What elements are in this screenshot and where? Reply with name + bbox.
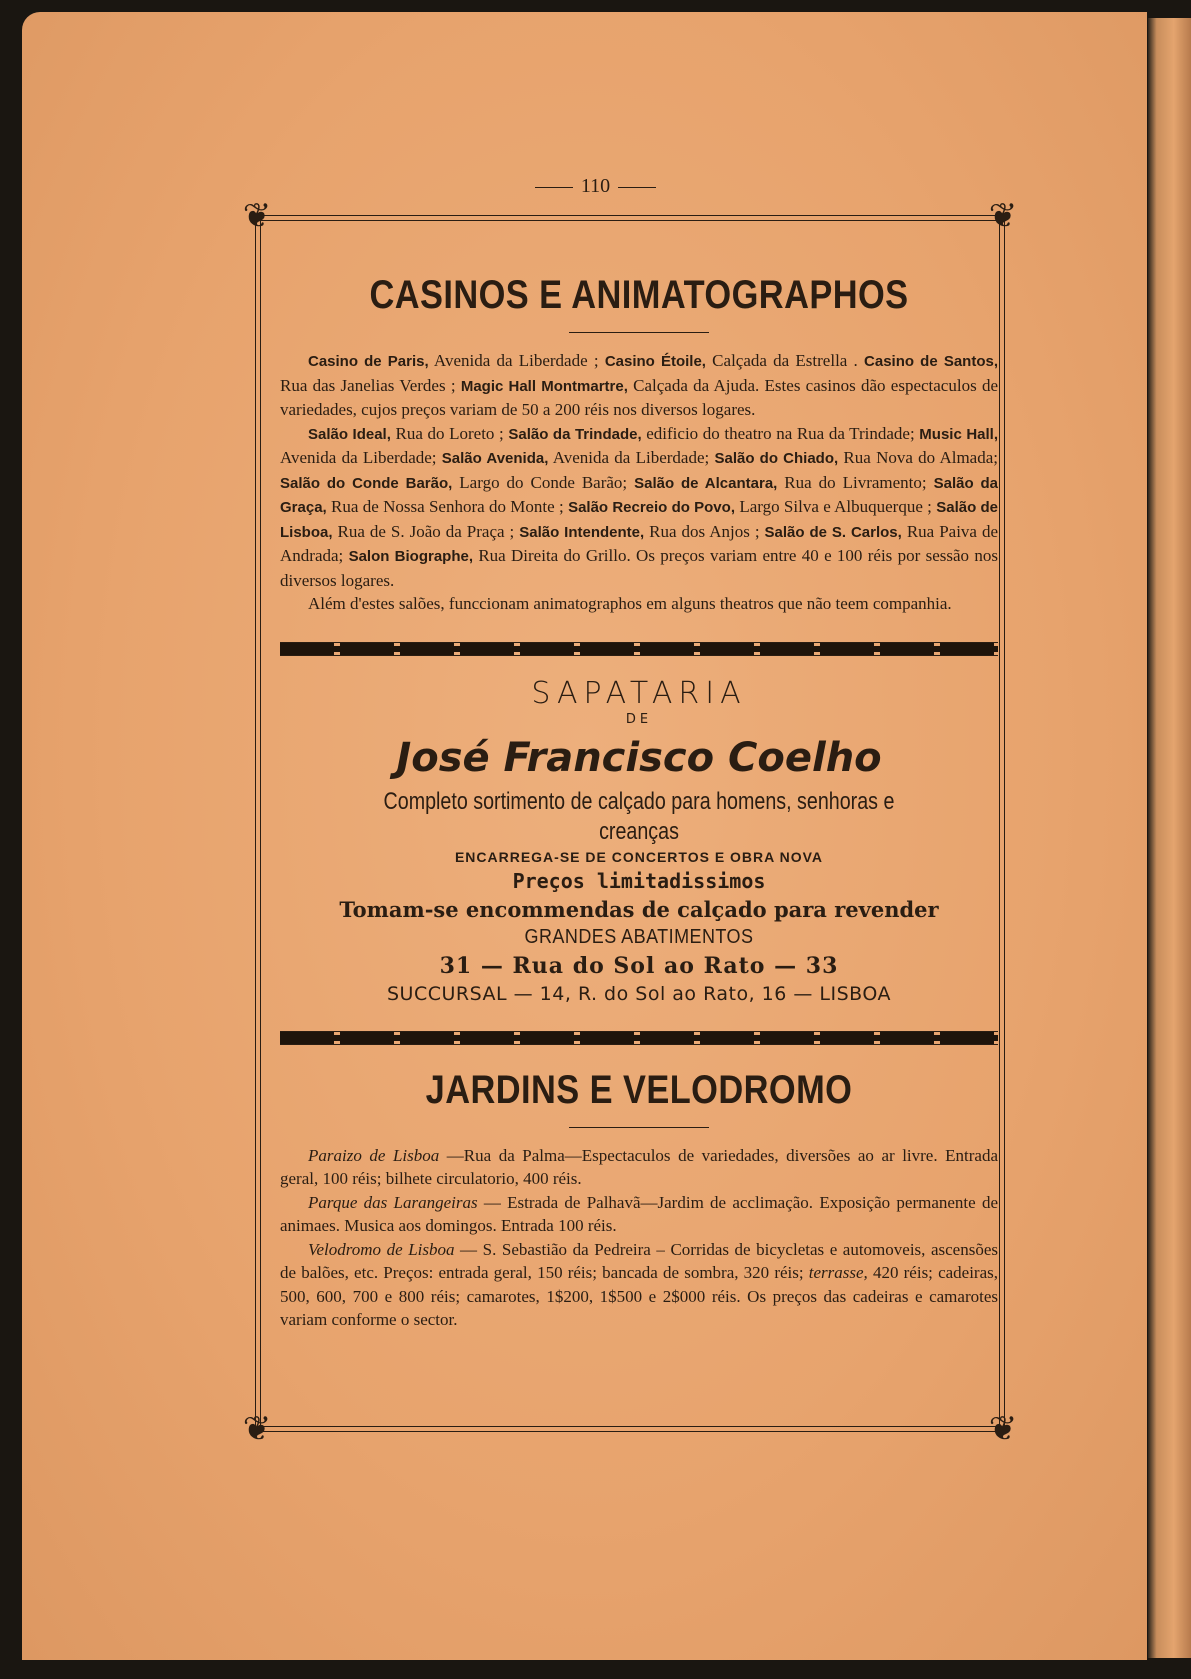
venue-name-italic: terrasse, <box>808 1263 868 1282</box>
text-run: Rua do Livramento; <box>777 472 934 492</box>
ad-line-discounts: GRANDES ABATIMENTOS <box>524 925 754 948</box>
text-run: — Estrada de Palhavã—Jardim de acclimação. Exposição permanente de animaes. Musica aos domingos. Entrada 100 réis. <box>280 1192 998 1235</box>
venue-name: Salão da Graça, <box>280 474 998 516</box>
chain-divider <box>280 642 998 656</box>
jardins-paragraph-1 <box>280 1144 998 1191</box>
page-content <box>280 270 998 1332</box>
text-run: 420 réis; cadeiras, 500, 600, 700 e 800 réis; camarotes, 1$200, 1$500 e 2$000 réis. Os preços das cadeiras e camarotes variam conforme o sector. <box>280 1263 999 1329</box>
ad-de: DE <box>625 711 653 727</box>
venue-name-italic: Velodromo de Lisboa <box>308 1239 455 1259</box>
text-run: —Rua da Palma—Espectaculos de variedades, diversões ao ar livre. Entrada geral, 100 réis; bilhete circulatorio, 400 réis. <box>280 1145 998 1188</box>
shoe-shop-advert <box>280 676 998 1005</box>
ad-line-branch: SUCCURSAL — 14, R. do Sol ao Rato, 16 — LISBOA <box>387 982 891 1005</box>
ornament-corner-icon: ❦ <box>988 198 1018 235</box>
text-run: Largo Silva e Albuquerque ; <box>735 497 937 516</box>
casinos-paragraph-1 <box>280 349 998 422</box>
venue-name: Casino Étoile, <box>604 353 706 370</box>
jardins-paragraph-2 <box>280 1191 998 1238</box>
text-run: Calçada da Estrella . <box>705 351 865 370</box>
venue-name: Salão Avenida, <box>441 450 549 467</box>
ornament-corner-icon: ❦ <box>242 1411 272 1448</box>
ad-line-assortment: Completo sortimento de calçado para homens, senhoras e creanças <box>383 787 895 845</box>
title-rule <box>569 332 709 333</box>
text-run: Largo do Conde Barão; <box>452 472 635 492</box>
ad-line-repairs: ENCARREGA-SE DE CONCERTOS E OBRA NOVA <box>454 848 824 865</box>
venue-name: Salão Intendente, <box>519 523 645 541</box>
text-run: — S. Sebastião da Pedreira – Corridas de bicycletas e automoveis, ascensões de balões, etc. Preços: entrada geral, 150 réis; bancada de sombra, 320 réis; <box>280 1239 999 1282</box>
ad-owner-name: José Francisco Coelho <box>396 734 882 781</box>
casinos-paragraph-3 <box>280 592 998 616</box>
text-run: Rua Direita do Grillo. Os preços variam entre 40 e 100 réis por sessão nos diversos logares. <box>280 546 998 590</box>
venue-name: Salão do Chiado, <box>714 450 839 467</box>
casinos-title: CASINOS E ANIMATOGRAPHOS <box>369 273 909 317</box>
venue-name: Music Hall, <box>919 425 998 443</box>
page-edge <box>1148 18 1191 1658</box>
chain-divider <box>280 1031 998 1045</box>
venue-name: Salão da Trindade, <box>508 425 642 443</box>
title-rule <box>569 1127 709 1128</box>
text-run: Rua dos Anjos ; <box>644 521 765 541</box>
ad-title: SAPATARIA <box>531 675 747 711</box>
text-run: Rua das Janelias Verdes ; <box>280 375 461 395</box>
ad-line-orders: Tomam-se encommendas de calçado para revender <box>339 896 939 922</box>
venue-name: Salão Recreio do Povo, <box>568 499 735 516</box>
text-run: Avenida da Liberdade ; <box>428 351 605 370</box>
text-run: Rua Nova do Almada; <box>838 448 998 467</box>
text-run: Rua do Loreto ; <box>390 423 509 443</box>
venue-name: Casino de Santos, <box>864 353 998 370</box>
text-run: Avenida da Liberdade; <box>280 448 442 467</box>
venue-name: Casino de Paris, <box>308 353 429 370</box>
text-run: edificio do theatro na Rua da Trindade; <box>641 423 920 443</box>
venue-name-italic: Parque das Larangeiras <box>308 1192 478 1212</box>
ornament-corner-icon: ❦ <box>988 1411 1018 1448</box>
ad-line-address: 31 — Rua do Sol ao Rato — 33 <box>439 952 839 979</box>
venue-name: Salão do Conde Barão, <box>280 474 453 492</box>
jardins-title: JARDINS E VELODROMO <box>425 1067 853 1112</box>
page-number: 110 <box>0 175 1191 198</box>
text-run: Rua de S. João da Praça ; <box>332 521 520 541</box>
jardins-paragraph-3 <box>280 1238 998 1332</box>
venue-name: Salão Ideal, <box>308 425 391 443</box>
ornament-corner-icon: ❦ <box>242 198 272 235</box>
text-run: Avenida da Liberdade; <box>548 448 715 467</box>
venue-name: Salão de S. Carlos, <box>764 523 902 541</box>
venue-name: Salão de Alcantara, <box>634 474 778 492</box>
text-run: Calçada da Ajuda. Estes casinos dão espectaculos de variedades, cujos preços variam de 50 a 200 réis nos diversos logares. <box>280 375 998 419</box>
venue-name-italic: Paraizo de Lisboa <box>308 1145 440 1165</box>
venue-name: Salão de Lisboa, <box>280 499 998 541</box>
ad-line-prices: Preços limitadissimos <box>512 868 766 893</box>
venue-name: Salon Biographe, <box>348 548 473 565</box>
text-run: Rua de Nossa Senhora do Monte ; <box>326 497 569 516</box>
text-run: Rua Paiva de Andrada; <box>280 521 998 565</box>
venue-name: Magic Hall Montmartre, <box>460 377 628 395</box>
casinos-paragraph-2 <box>280 422 998 593</box>
text-run: Além d'estes salões, funccionam animatographos em alguns theatros que não teem companhia. <box>308 594 952 613</box>
